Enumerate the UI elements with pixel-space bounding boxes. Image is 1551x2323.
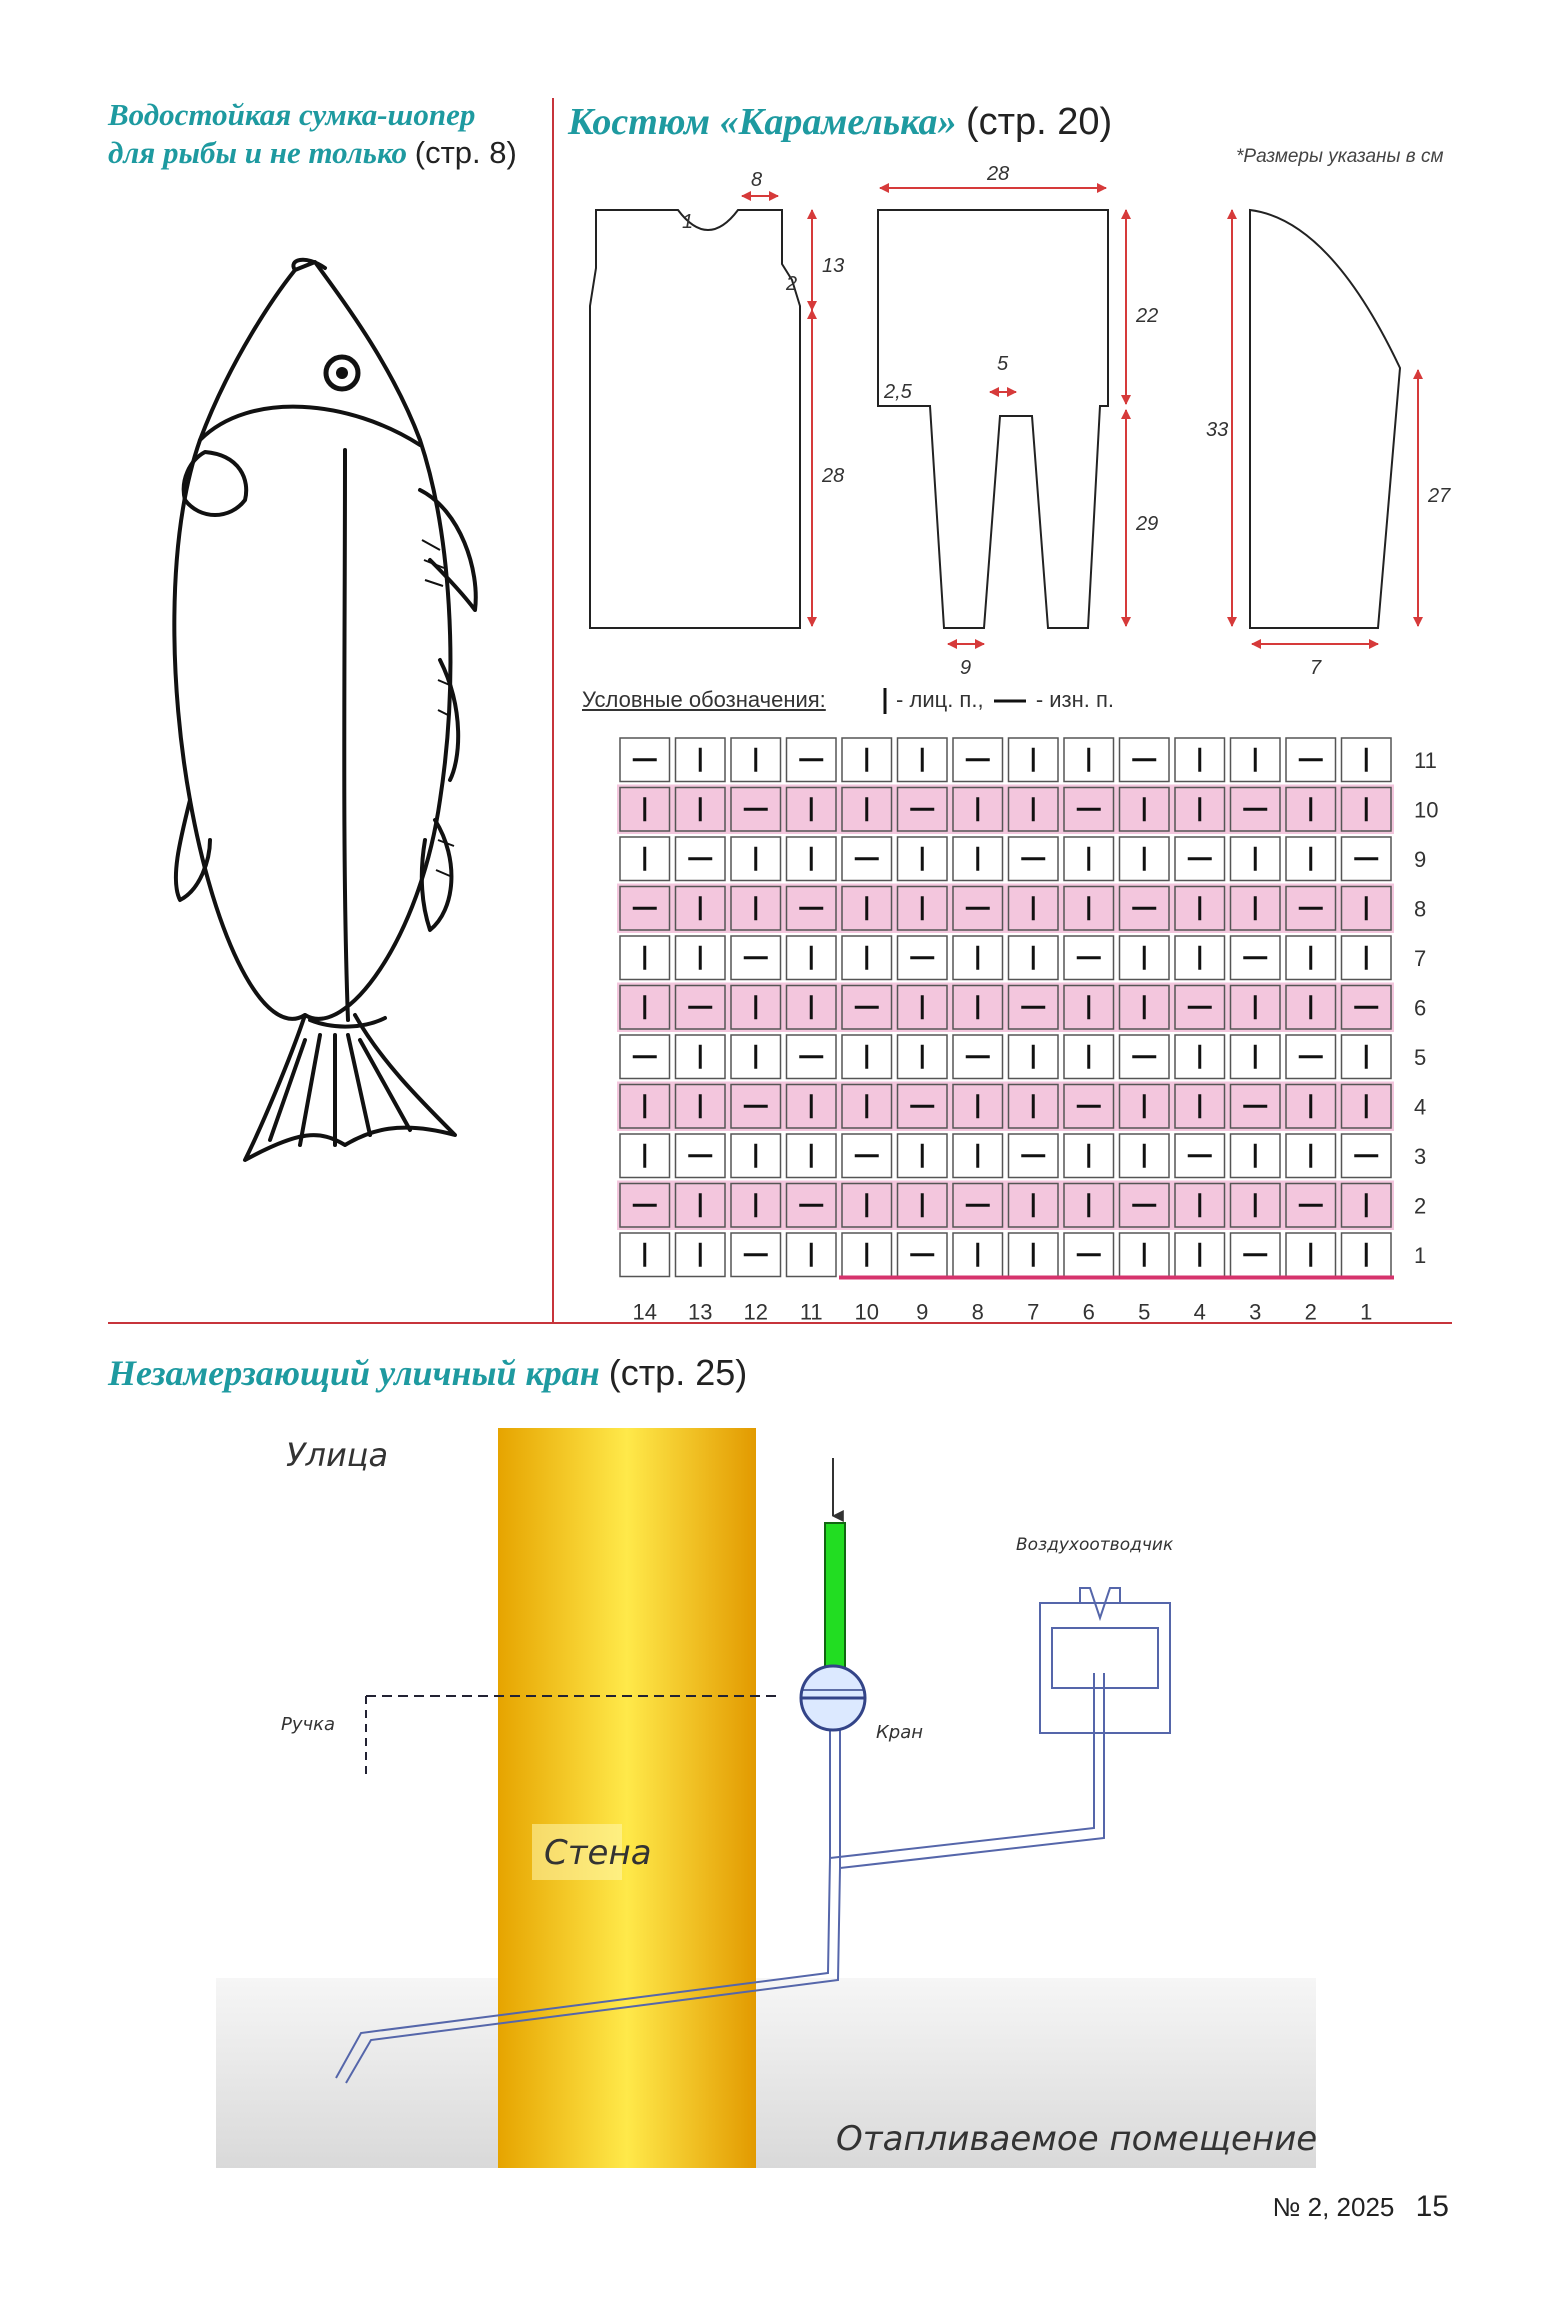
chart-row-number: 5 [1414, 1044, 1427, 1070]
chart-col-number: 13 [688, 1299, 713, 1325]
wall [498, 1428, 756, 2168]
chart-row-number: 1 [1414, 1242, 1427, 1268]
tap-label: Кран [876, 1722, 924, 1743]
suit-title [568, 100, 1112, 144]
purl-symbol-icon [990, 686, 1030, 716]
chart-row [617, 1131, 1394, 1181]
faucet-title-text: Незамерзающий уличный кран [108, 1353, 600, 1393]
chart-row [617, 834, 1394, 884]
chart-row [617, 1032, 1394, 1082]
vest-outline [590, 210, 800, 628]
suit-patterns [560, 160, 1460, 680]
chart-row-number: 10 [1414, 797, 1439, 823]
suit-page-ref: (стр. 20) [965, 101, 1113, 143]
chart-col-number: 12 [743, 1299, 768, 1325]
chart-row-number: 3 [1414, 1143, 1427, 1169]
faucet-page-ref: (стр. 25) [608, 1352, 748, 1393]
chart-col-number: 6 [1082, 1299, 1095, 1325]
wall-label: Стена [544, 1833, 652, 1873]
chart-row-number: 11 [1414, 747, 1437, 773]
page-number: 15 [1415, 2190, 1449, 2223]
knitting-chart [615, 733, 1445, 1323]
fish-illustration [120, 240, 540, 1200]
page-footer [1273, 2190, 1449, 2224]
chart-row [617, 983, 1394, 1033]
faucet-diagram [216, 1428, 1316, 2168]
chart-col-number: 3 [1249, 1299, 1262, 1325]
supply-pipe [825, 1523, 845, 1673]
fish-bag-title [108, 96, 517, 172]
sleeve-outline [1250, 210, 1400, 628]
chart-row [617, 785, 1394, 835]
chart-row [617, 933, 1394, 983]
faucet-title [108, 1352, 747, 1394]
chart-col-number: 5 [1138, 1299, 1151, 1325]
chart-row [617, 1181, 1394, 1231]
pants-leg-height: 29 [1136, 513, 1159, 535]
chart-row-number: 8 [1414, 896, 1427, 922]
air-vent-label: Воздухоотводчик [1016, 1535, 1174, 1555]
chart-col-number: 11 [799, 1299, 823, 1325]
vest-upper-height: 13 [822, 255, 845, 277]
fish-title-line-1: Водостойкая сумка-шопер [108, 97, 476, 132]
fish-title-line-2: для рыбы и не только [108, 135, 407, 170]
chart-col-number: 1 [1360, 1299, 1373, 1325]
sleeve-total-height: 33 [1206, 419, 1229, 441]
chart-row-number: 7 [1414, 945, 1427, 971]
chart-row-number: 6 [1414, 995, 1427, 1021]
legend-label: Условные обозначения: [582, 686, 826, 712]
chart-col-number: 10 [854, 1299, 879, 1325]
chart-row-number: 2 [1414, 1193, 1427, 1219]
chart-col-number: 9 [916, 1299, 929, 1325]
chart-col-number: 2 [1304, 1299, 1317, 1325]
chart-col-number: 7 [1027, 1299, 1040, 1325]
suit-title-text: Костюм «Карамелька» [568, 101, 957, 143]
pants-leg-width: 9 [960, 657, 972, 679]
chart-row [617, 1082, 1394, 1132]
handle-label: Ручка [281, 1714, 336, 1735]
chart-row-number: 9 [1414, 846, 1427, 872]
vest-lower-height: 28 [822, 465, 845, 487]
legend-purl: - изн. п. [1035, 686, 1115, 712]
chart-col-number: 8 [971, 1299, 984, 1325]
knit-symbol-icon [880, 686, 890, 716]
pants-width: 28 [987, 163, 1010, 185]
vest-armhole: 2 [786, 273, 798, 295]
chart-row-number: 4 [1414, 1094, 1427, 1120]
sleeve-side-height: 27 [1428, 485, 1451, 507]
street-label: Улица [286, 1436, 389, 1474]
section-divider-vertical [552, 98, 554, 1322]
pants-outline [878, 210, 1108, 628]
size-note: *Размеры указаны в см [1236, 146, 1444, 167]
chart-row [617, 735, 1394, 785]
chart-row [617, 884, 1394, 934]
chart-col-number: 14 [632, 1299, 657, 1325]
fish-page-ref: (стр. 8) [414, 135, 517, 170]
legend-knit: - лиц. п., [896, 686, 984, 712]
vest-neck-depth: 1 [682, 211, 694, 233]
sleeve-cuff-width: 7 [1310, 657, 1322, 679]
chart-row [617, 1230, 1394, 1280]
heated-room-label: Отапливаемое помещение [836, 2119, 1318, 2159]
pants-upper-height: 22 [1136, 305, 1159, 327]
chart-legend [582, 686, 1114, 716]
issue-number: № 2, 2025 [1272, 2192, 1395, 2222]
pants-side-notch: 2,5 [884, 381, 912, 403]
chart-col-number: 4 [1193, 1299, 1206, 1325]
pants-crotch-gap: 5 [997, 353, 1009, 375]
vest-neck-width: 8 [751, 169, 763, 191]
